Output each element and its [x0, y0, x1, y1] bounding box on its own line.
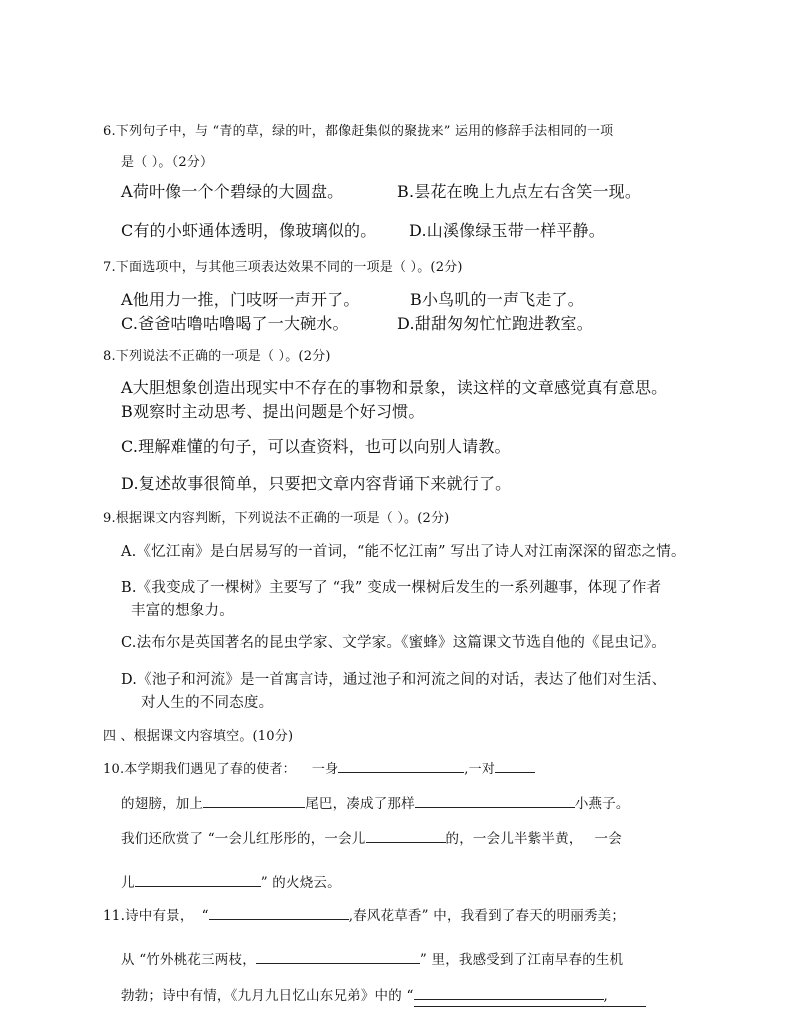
q11-text: 勃勃；诗中有情，《九月九日忆山东兄弟》中的 “ [121, 988, 414, 1004]
q7-option-a: A他用力一推，门吱呀一声开了。 [121, 290, 360, 309]
q9-option-d-line1: D.《池子和河流》是一首寓言诗，通过池子和河流之间的对话，表达了他们对生活、 [121, 672, 667, 688]
q10-blank-2[interactable] [495, 758, 535, 773]
q11-text: ” 里，我感受到了江南早春的生机 [419, 952, 624, 968]
q11-text: ,春风花草香” 中，我看到了春天的明丽秀美； [348, 908, 626, 924]
q9-option-b-line2: 丰富的想象力。 [131, 603, 234, 619]
q7-option-d: D.甜甜匆匆忙忙跑进教室。 [397, 314, 593, 333]
q10-prompt: 10.本学期我们遇见了春的使者： [103, 762, 296, 777]
q11-prompt: 11.诗中有景， [103, 908, 194, 924]
q10-text: 一会 [594, 831, 622, 847]
q7-option-c: C.爸爸咕噜咕噜喝了一大碗水。 [121, 314, 349, 333]
q10-text: 我们还欣赏了 “一会儿红彤彤的， [121, 831, 325, 847]
q11-line2 [121, 948, 623, 968]
q11-blank-2[interactable] [256, 949, 420, 964]
q10-blank-1[interactable] [338, 758, 464, 773]
q11-text: 从 “竹外桃花三两枝， [121, 952, 256, 968]
q6-option-a: A荷叶像一个个碧绿的大圆盘。 [121, 182, 344, 201]
q11-text: “ [201, 908, 209, 924]
q8-option-b: B观察时主动思考、提出问题是个好习惯。 [121, 402, 425, 421]
q11-blank-1[interactable] [209, 905, 349, 920]
q10-blank-4[interactable] [415, 793, 575, 808]
q10-text: ” 的火烧云。 [260, 875, 341, 891]
q10-blank-5[interactable] [366, 828, 446, 843]
q10-line3 [121, 827, 622, 847]
q11-blank-underline [414, 1006, 646, 1007]
q8-option-d: D.复述故事很简单，只要把文章内容背诵下来就行了。 [121, 474, 512, 493]
q11-line3 [121, 984, 608, 1004]
q10-text: 一身 [311, 762, 339, 777]
q9-option-a: A.《忆江南》是白居易写的一首词，“能不忆江南” 写出了诗人对江南深深的留恋之情。 [121, 544, 686, 560]
q10-text: 的翅膀，加上 [121, 796, 204, 812]
q6-stem: 6.下列句子中，与 “青的草，绿的叶，都像赶集似的聚拢来” 运用的修辞手法相同的一项 [103, 124, 614, 139]
q7-option-b: B小鸟叽的一声飞走了。 [410, 290, 584, 309]
q10-text: 小燕子。 [574, 796, 630, 812]
q10-line2 [121, 792, 630, 812]
q6-option-c: C有的小虾通体透明，像玻璃似的。 [121, 221, 377, 240]
q10-blank-3[interactable] [203, 793, 305, 808]
section-heading: 四 、根据课文内容填空。(10分) [103, 729, 294, 744]
q10-text: 一会儿 [324, 831, 366, 847]
q10-text: 尾巴，凑成了那样 [305, 796, 415, 812]
q9-option-c: C.法布尔是英国著名的昆虫学家、文学家。《蜜蜂》这篇课文节选自他的《昆虫记》。 [121, 635, 666, 651]
q8-option-c: C.理解难懂的句子，可以查资料，也可以向别人请教。 [121, 437, 511, 456]
q6-stem-cont: 是（ ）。（2分） [121, 155, 214, 170]
q10-text: 的，一会儿半紫半黄， [445, 831, 583, 847]
q6-option-b: B.昙花在晚上九点左右含笑一现。 [397, 182, 642, 201]
q11-line1 [103, 904, 625, 924]
q8-option-a: A大胆想象创造出现实中不存在的事物和景象，读这样的文章感觉真有意思。 [121, 378, 668, 397]
q9-stem: 9.根据课文内容判断，下列说法不正确的一项是（ ）。(2分) [103, 511, 450, 526]
q8-stem: 8.下列说法不正确的一项是（ ）。(2分) [103, 349, 331, 364]
q10-line4 [121, 871, 341, 891]
q6-option-d: D.山溪像绿玉带一样平静。 [409, 221, 605, 240]
q9-option-d-line2: 对人生的不同态度。 [141, 695, 274, 711]
q10-text: 儿 [121, 875, 135, 891]
q11-text: , [603, 988, 609, 1004]
q9-option-b-line1: B.《我变成了一棵树》主要写了 “我” 变成一棵树后发生的一系列趣事，体现了作者 [121, 580, 662, 596]
q10-line1 [103, 758, 535, 777]
q11-blank-3[interactable] [414, 985, 604, 1000]
q10-text: ,一对 [464, 762, 496, 777]
q7-stem: 7.下面选项中，与其他三项表达效果不同的一项是（ ）。(2分) [103, 260, 463, 275]
q10-blank-6[interactable] [135, 872, 261, 887]
